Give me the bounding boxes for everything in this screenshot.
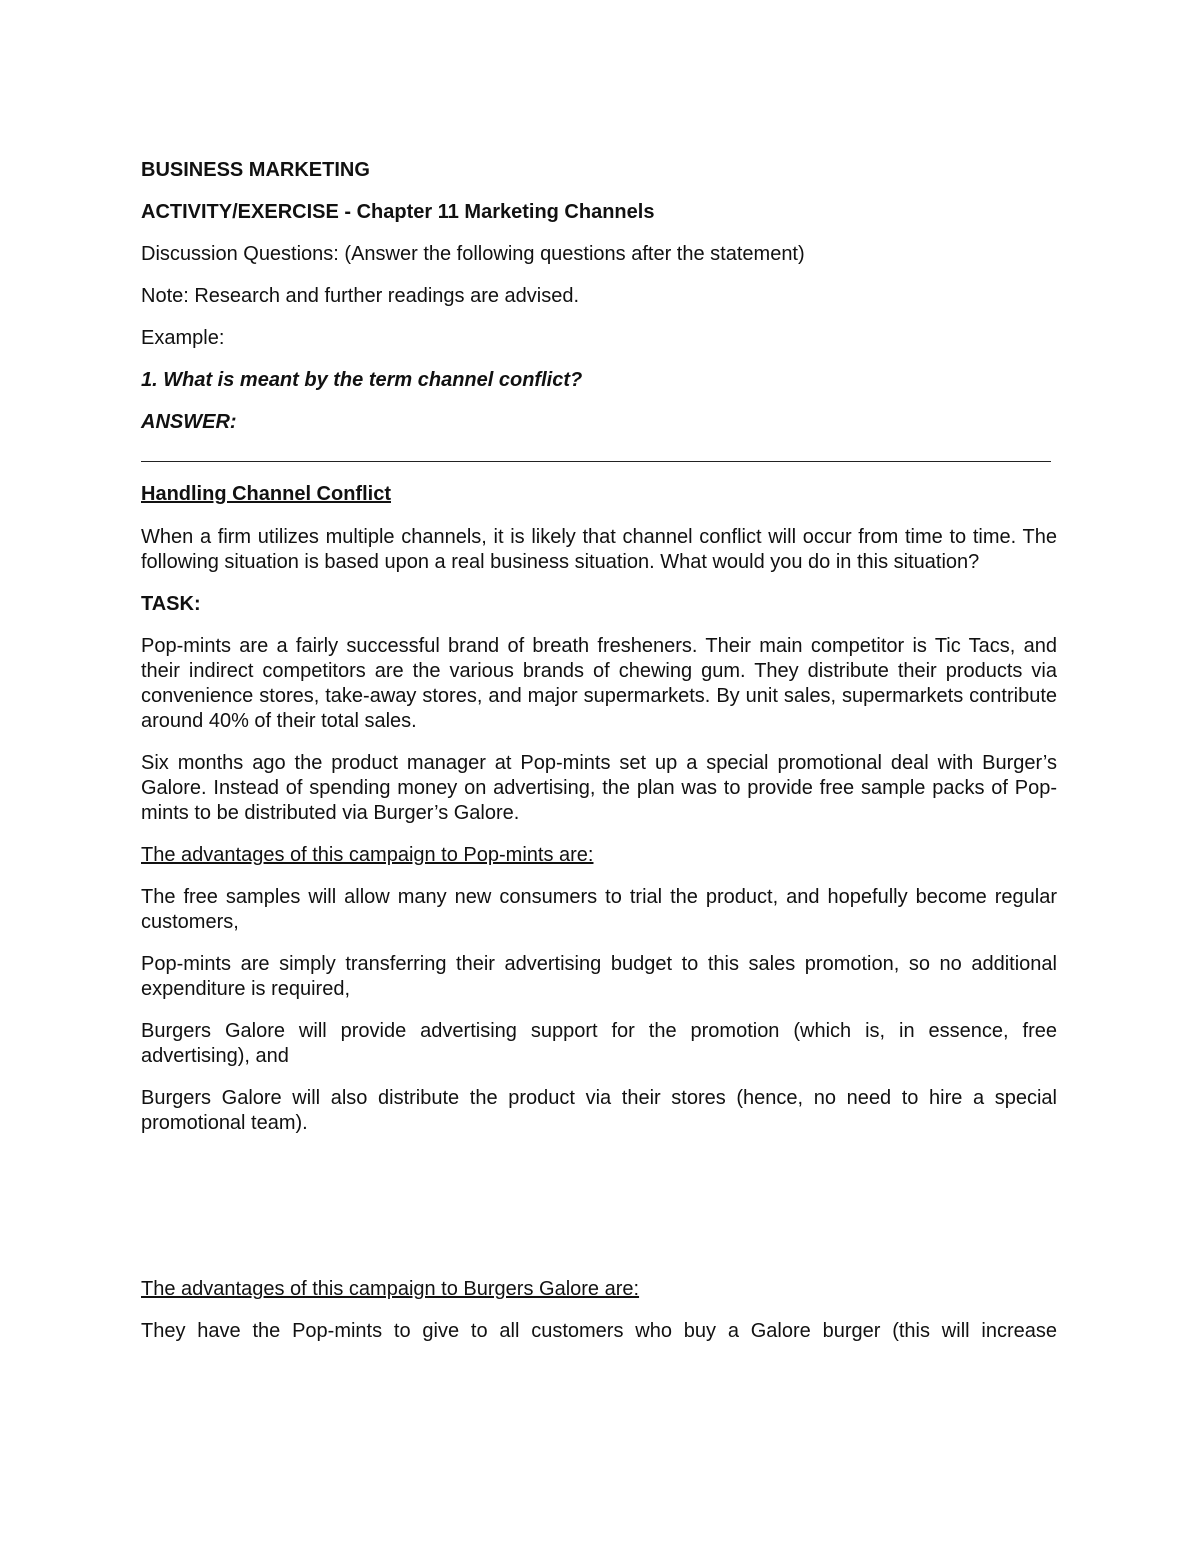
advantage-item: Burgers Galore will provide advertising support for the promotion (which is, in essence, free advertising), and [141, 1020, 1057, 1067]
answer-label: ANSWER: [141, 411, 237, 433]
advantage-item: The free samples will allow many new consumers to trial the product, and hopefully become regular customers, [141, 886, 1057, 933]
popmints-advantages-heading: The advantages of this campaign to Pop-mints are: [141, 844, 594, 866]
answer-line-divider [141, 461, 1051, 462]
discussion-line: Discussion Questions: (Answer the following questions after the statement) [141, 243, 805, 265]
advantage-item: Burgers Galore will also distribute the product via their stores (hence, no need to hire a special promotional team). [141, 1087, 1057, 1134]
document-body [141, 158, 1057, 1361]
question-1: 1. What is meant by the term channel conflict? [141, 369, 583, 391]
blank-space [141, 1153, 1057, 1277]
activity-heading: ACTIVITY/EXERCISE - Chapter 11 Marketing Channels [141, 201, 655, 223]
example-label: Example: [141, 327, 225, 349]
intro-paragraph: When a firm utilizes multiple channels, it is likely that channel conflict will occur from time to time. The following situation is based upon a real business situation. What would you do in this situation? [141, 526, 1057, 573]
popmints-paragraph: Pop-mints are a fairly successful brand of breath fresheners. Their main competitor is Tic Tacs, and their indirect competitors are the various brands of chewing gum. They distribute their products via convenience stores, take-away stores, and major supermarkets. By unit sales, supermarkets contribute around 40% of their total sales. [141, 635, 1057, 732]
note-line: Note: Research and further readings are advised. [141, 285, 580, 307]
promotion-paragraph: Six months ago the product manager at Pop-mints set up a special promotional deal with Burger’s Galore. Instead of spending money on advertising, the plan was to provide free sample packs of Pop-mints to be distributed via Burger’s Galore. [141, 752, 1057, 824]
document-title: BUSINESS MARKETING [141, 159, 370, 181]
task-label: TASK: [141, 593, 201, 615]
section-heading: Handling Channel Conflict [141, 483, 391, 505]
burgers-advantages-heading: The advantages of this campaign to Burgers Galore are: [141, 1278, 640, 1300]
advantage-item: Pop-mints are simply transferring their advertising budget to this sales promotion, so no additional expenditure is required, [141, 953, 1057, 1000]
burgers-advantage-item: They have the Pop-mints to give to all customers who buy a Galore burger (this will increase [141, 1320, 1057, 1342]
